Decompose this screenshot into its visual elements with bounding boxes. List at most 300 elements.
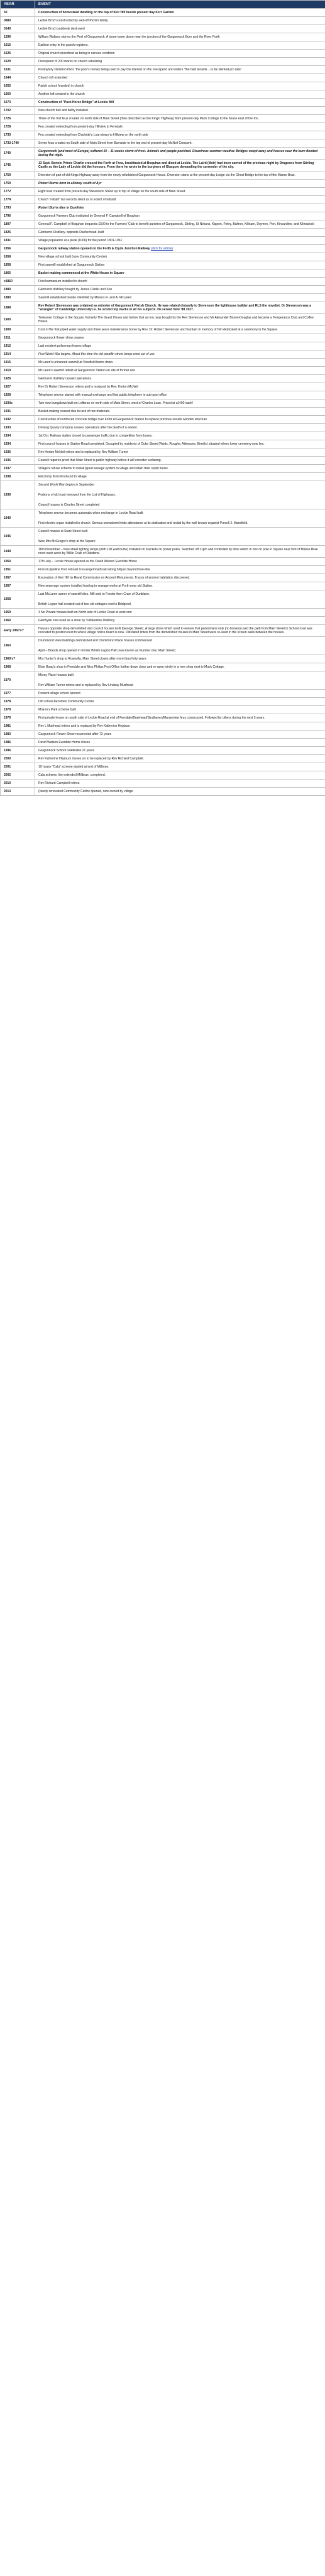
event-text: Earliest entry in the parish registers.	[38, 43, 89, 47]
table-row	[1, 747, 325, 755]
event-text: Seven feus created on South side of Main Street from Burnside to the top end of present-day McNeil Crescent.	[38, 141, 192, 145]
table-row	[1, 706, 325, 714]
event-text: Houses opposite shop demolished and council houses built (George Street). A large stone which used to ensure that pedestrians only (no horses) used the path from Main Street to School road was relocated to position next to where village notice board is now. Old dated lintels from the demolished houses in Main Street were re-used in the screen walls between the houses.	[38, 627, 312, 634]
year-cell: 1726	[1, 115, 35, 123]
year-cell: 1796	[1, 212, 35, 220]
event-cell	[35, 351, 325, 359]
event-cell	[35, 66, 325, 74]
year-column-header: YEAR	[1, 1, 35, 9]
event-text: Basket-making ceased due to lack of raw materials.	[38, 410, 111, 413]
table-row	[1, 253, 325, 261]
event-cell	[35, 160, 325, 171]
event-text: Two new bungalows built on Loftbrae on north side of Main Street, west of Charles Loan. Priced at c£400 each!	[38, 401, 193, 405]
event-cell	[35, 771, 325, 780]
event-cell	[35, 220, 325, 229]
event-text: Cala scheme, the extended Millbrae, completed.	[38, 773, 106, 777]
year-cell: 1928	[1, 391, 35, 399]
table-row	[1, 33, 325, 41]
event-cell	[35, 655, 325, 663]
year-cell: 1960's?	[1, 655, 35, 663]
year-cell: 1960	[1, 617, 35, 625]
event-text: Second World War begins in September	[38, 483, 95, 487]
event-paragraph: Portions of old road removed from the List of Highways.	[38, 493, 116, 497]
event-text: Gargunnock Flower Show resurrected after 72 years	[38, 732, 112, 736]
year-cell: 1933	[1, 424, 35, 432]
table-row	[1, 416, 325, 424]
event-text: Last resident policeman leaves village	[38, 344, 92, 348]
event-text: 13 Sept. Bonnie Prince Charlie crossed the Forth at Frew, breakfasted at Boquhan and dined at Leckie. The Laird (Moir) had been carried of the previous night by Dragoons from Stirling Castle so the Lady of Leckie did the honours. From there he wrote to the burghers of Glasgow demanding the surrender of the city.	[38, 161, 314, 169]
table-row	[1, 771, 325, 780]
year-cell: 1979	[1, 714, 35, 722]
event-text: Gargunnock Farmers Club instituted by General F. Campbell of Boquhan	[38, 214, 140, 218]
table-row	[1, 25, 325, 33]
year-cell: 1937	[1, 465, 35, 473]
event-cell	[35, 788, 325, 796]
year-cell: 1931	[1, 408, 35, 416]
event-text: Presbytery visitation finds "the poor's money being used to pay the interest on the overspend and orders "the haill tenants....to be stented pro rata"	[38, 68, 242, 72]
event-cell	[35, 212, 325, 220]
event-text: First council houses in Station Road completed. Occupied by residents of Duke Street (Reids, Roughs, Atkinsons, Birrells) situated where lower cemetery now lies.	[38, 442, 265, 446]
year-cell: 1759	[1, 171, 35, 180]
year-cell: 1733	[1, 131, 35, 139]
event-text: New village school built (now Community Centre)	[38, 255, 107, 259]
year-cell: 2002	[1, 771, 35, 780]
year-cell: 1702	[1, 107, 35, 115]
table-row	[1, 99, 325, 107]
event-cell	[35, 432, 325, 440]
event-text: Telephone service becomes automatic when exchange in Leckie Road built	[38, 511, 143, 515]
year-cell: 1858	[1, 253, 35, 261]
table-row	[1, 131, 325, 139]
event-cell	[35, 747, 325, 755]
event-paragraph: Wee Mrs McGregor's shop at the Square	[38, 540, 96, 543]
event-cell	[35, 440, 325, 448]
event-cell	[35, 473, 325, 481]
event-paragraph: Rev William Turner retires and is replaced by Rev Lindsay Muirhead	[38, 683, 133, 687]
event-cell	[35, 574, 325, 582]
event-cell	[35, 671, 325, 690]
table-row	[1, 334, 325, 342]
event-cell	[35, 722, 325, 731]
year-cell: 1940	[1, 509, 35, 528]
table-row	[1, 180, 325, 188]
year-cell: 1977	[1, 690, 35, 698]
year-cell: 1978	[1, 698, 35, 706]
event-text: Leckie Broch constructed by well-off Pictish family	[38, 19, 108, 23]
table-row	[1, 481, 325, 509]
table-row	[1, 66, 325, 74]
event-cell	[35, 253, 325, 261]
year-cell: 1934	[1, 440, 35, 448]
table-row	[1, 473, 325, 481]
event-text: Present village school opened	[38, 692, 80, 695]
event-text: Gargunnock railway station opened on the Forth & Clyde Junction Railway	[38, 247, 150, 251]
event-cell	[35, 408, 325, 416]
event-cell	[35, 739, 325, 747]
event-cell	[35, 180, 325, 188]
event-column-header: EVENT	[35, 1, 325, 9]
event-text: Construction of "Pack Horse Bridge" at Leckie Mill	[38, 101, 114, 104]
event-cell	[35, 714, 325, 722]
event-cell	[35, 558, 325, 566]
event-cell	[35, 17, 325, 25]
table-row	[1, 528, 325, 546]
table-row	[1, 148, 325, 160]
year-cell: 1981	[1, 722, 35, 731]
event-cell	[35, 509, 325, 528]
event-text: Gargunnock flower show ceases	[38, 336, 84, 340]
year-cell: 1652	[1, 82, 35, 90]
table-row	[1, 625, 325, 637]
year-cell: 1959	[1, 609, 35, 617]
year-cell: Early 1960's?	[1, 625, 35, 637]
event-text: McLaren's uninsured sawmill at Viewfield burns down.	[38, 361, 114, 364]
year-cell: 1949	[1, 546, 35, 558]
event-text: Cost of the first piped water supply and three years maintenance borne by Rev. Dr. Robert Stevenson and fountain in memory of him dedicated at a ceremony in the Square.	[38, 328, 278, 332]
event-text: Glenturret distillery bought by James Calder and Son	[38, 288, 113, 291]
event-cell	[35, 367, 325, 375]
year-cell: 1856	[1, 245, 35, 253]
event-text: Leckie Broch suddenly destroyed	[38, 27, 85, 31]
event-text: Church loft extended	[38, 76, 68, 80]
table-row	[1, 663, 325, 671]
event-paragraph	[38, 592, 322, 596]
event-text: 17th July – Leckie House opened as the David Watson Eventide Home	[38, 560, 137, 563]
event-cell	[35, 261, 325, 269]
table-row	[1, 351, 325, 359]
year-cell: 1807	[1, 220, 35, 229]
event-cell	[35, 528, 325, 546]
table-row	[1, 314, 325, 326]
table-row	[1, 763, 325, 771]
event-cell	[35, 196, 325, 204]
table-row	[1, 139, 325, 148]
table-row	[1, 582, 325, 590]
year-cell: 1626	[1, 50, 35, 58]
table-header-row	[1, 1, 325, 9]
year-cell: 1772	[1, 188, 35, 196]
year-cell: 1926	[1, 375, 35, 383]
event-cell	[35, 107, 325, 115]
table-row	[1, 342, 325, 351]
table-row	[1, 509, 325, 528]
event-text: Treleaven Cottage in the Square, formerly The Guest House and before that an Inn, was bought by the Rev Stevenson and Mr Alexander Brown-Douglas and became a Temperance Club and Coffee House	[38, 316, 314, 323]
event-text: Glenturret distillery ceased operations.	[38, 377, 92, 381]
event-cell	[35, 286, 325, 294]
year-cell: 1880	[1, 294, 35, 302]
year-cell: 1912	[1, 342, 35, 351]
event-cell	[35, 617, 325, 625]
event-text: Feu created extending from present-day Hillview to Ferndale	[38, 125, 123, 129]
event-text: New sewerage system installed leading to sewage works at Forth near old Station.	[38, 584, 153, 588]
table-row	[1, 123, 325, 131]
event-text: 19 house "Cala" scheme started at end of Millbrae.	[38, 765, 109, 769]
event-cell	[35, 90, 325, 99]
table-row	[1, 391, 325, 399]
event-text: Excavation of Keir Hill by Royal Commission on Ancient Monuments. Traces of ancient habitation discovered.	[38, 576, 190, 580]
table-row	[1, 204, 325, 212]
event-text: 16th November – New street lighting lamps (with 100 watt bulbs) installed on brackets on power poles. Switched off 11pm and controlled by time switch in box on pole in Square near foot of Manse Brae reset each week by Willie Craik of Oakdene.	[38, 548, 318, 555]
event-cell	[35, 148, 325, 160]
event-cell	[35, 25, 325, 33]
table-row	[1, 714, 325, 722]
table-row	[1, 566, 325, 574]
year-cell: 1909	[1, 326, 35, 334]
table-row	[1, 17, 325, 25]
year-cell: 1759	[1, 180, 35, 188]
event-cell	[35, 698, 325, 706]
event-cell	[35, 731, 325, 739]
year-cell: 1296	[1, 33, 35, 41]
event-text: David Watson Eventide Home closes	[38, 741, 91, 744]
event-cell	[35, 229, 325, 237]
event-text: Dinning Quarry company ceases operations after the death of a worker.	[38, 426, 138, 430]
year-cell: 50	[1, 9, 35, 17]
table-row	[1, 74, 325, 82]
table-row	[1, 739, 325, 747]
event-cell	[35, 171, 325, 180]
year-cell: 1793	[1, 204, 35, 212]
event-cell	[35, 609, 325, 617]
event-cell	[35, 314, 325, 326]
event-cell	[35, 131, 325, 139]
table-row	[1, 229, 325, 237]
table-row	[1, 359, 325, 367]
year-cell: 1936	[1, 457, 35, 465]
table-row	[1, 574, 325, 582]
event-text: Drummond View buildings demolished and Drummond Place houses commenced	[38, 639, 152, 643]
table-row	[1, 637, 325, 655]
event-cell	[35, 278, 325, 286]
table-row	[1, 399, 325, 408]
year-cell: 1733-1740	[1, 139, 35, 148]
event-cell	[35, 625, 325, 637]
table-row	[1, 375, 325, 383]
table-row	[1, 294, 325, 302]
year-cell: 1826	[1, 229, 35, 237]
table-row	[1, 278, 325, 286]
year-cell: 1745	[1, 160, 35, 171]
year-cell: 1865	[1, 269, 35, 278]
event-paragraph	[38, 483, 322, 487]
event-text: Council houses at Stark Street built	[38, 530, 88, 533]
event-cell	[35, 706, 325, 714]
event-text: Council requires proof that Main Street is public highway before it will consider surfacing.	[38, 459, 162, 462]
event-text: Construction of reinforced concrete bridge over Forth at Gargunnock Station to replace previous unsafe wooden structure	[38, 418, 207, 421]
event-text: First harmonium installed in church	[38, 280, 87, 283]
table-row	[1, 465, 325, 473]
year-cell: 1958	[1, 590, 35, 609]
event-text: Old school becomes Community Centre	[38, 700, 94, 704]
year-cell: 1900	[1, 314, 35, 326]
year-cell: 2001	[1, 763, 35, 771]
table-row	[1, 448, 325, 457]
event-text: Glenturret Distillery, opposite Dasherhead, built	[38, 231, 104, 234]
year-cell: 1957	[1, 582, 35, 590]
year-cell: 1970	[1, 671, 35, 690]
event-cell	[35, 50, 325, 58]
event-text: Rev Katherine Hepburn moves on to be replaced by Rev Richard Campbell.	[38, 757, 144, 761]
event-text: Robert Burns dies in Dumfries	[38, 206, 84, 210]
table-row	[1, 424, 325, 432]
year-cell: 1728	[1, 123, 35, 131]
year-cell: 1911	[1, 334, 35, 342]
year-cell: 1644	[1, 74, 35, 82]
event-cell	[35, 302, 325, 314]
table-row	[1, 326, 325, 334]
event-text: Elsie Boag's shop in Ferndale and Miss Philips Post Office further down close and re-open jointly in a new shop next to Muck Cottage.	[38, 665, 225, 669]
table-row	[1, 212, 325, 220]
table-row	[1, 237, 325, 245]
event-text: 1st Oct. Railway station closed to passenger traffic due to competition from buses.	[38, 434, 153, 438]
event-text: Overspend of 200 marks on church rebuilding	[38, 60, 102, 63]
event-cell	[35, 245, 325, 253]
event-text: Rev Horton McNeil retires and is replaced by Rev William Turner	[38, 450, 128, 454]
event-cell	[35, 690, 325, 698]
event-cell	[35, 465, 325, 473]
event-text: General F. Campbell of Boquhan bequests £500 to the Farmers' Club to benefit parishes of Gargunnock, Stirling, St Ninians, Kippen, Fintry, Balfron, Killearn, Drymen, Port, Kincardine, and Kilmadock	[38, 222, 314, 226]
table-row	[1, 383, 325, 391]
event-cell	[35, 546, 325, 558]
event-cell	[35, 566, 325, 574]
table-row	[1, 82, 325, 90]
year-cell: 1673	[1, 99, 35, 107]
event-text: Sawmill established beside Viewfield by Messrs R. and A. McLaren	[38, 296, 132, 300]
year-cell: 1946	[1, 528, 35, 546]
table-row	[1, 617, 325, 625]
event-cell	[35, 269, 325, 278]
event-paragraph	[38, 530, 322, 533]
year-cell: 2000	[1, 755, 35, 763]
year-cell: 1934	[1, 432, 35, 440]
event-cell	[35, 9, 325, 17]
event-text: Moiren's Park scheme built	[38, 708, 76, 712]
year-cell: 1858	[1, 261, 35, 269]
event-text: Village population at a peak (1006) for the period 1801-1961	[38, 239, 123, 242]
table-row	[1, 655, 325, 663]
event-cell	[35, 123, 325, 131]
event-cell	[35, 391, 325, 399]
year-cell: 1983	[1, 731, 35, 739]
event-text: First sawmill established at Gargunnock Station	[38, 263, 105, 267]
year-cell: 1951	[1, 566, 35, 574]
table-row	[1, 107, 325, 115]
event-cell	[35, 383, 325, 391]
table-row	[1, 286, 325, 294]
timeline-table	[0, 0, 325, 796]
year-cell: 2013	[1, 788, 35, 796]
event-cell	[35, 582, 325, 590]
year-cell: 1939	[1, 481, 35, 509]
event-text: Feu created extending from Charlotte's Loan down to Hillview on the north side	[38, 133, 148, 137]
table-row	[1, 220, 325, 229]
year-cell: 1957	[1, 574, 35, 582]
event-text: McLaren's sawmill rebuilt at Gargunnock Station on site of former one	[38, 369, 136, 372]
table-row	[1, 408, 325, 416]
event-text: First private house on south side of Leckie Road at end of Ferndale/Braehead/Strathaven/Manseview feus constructed. Followed by others during the next 5 years.	[38, 716, 265, 720]
table-row	[1, 440, 325, 448]
event-text: Last McLaren owner of sawmill dies. Mill sold to Forster then Cram of Dunblane.	[38, 592, 150, 596]
year-cell: 1831	[1, 237, 35, 245]
event-cell	[35, 424, 325, 432]
table-row	[1, 457, 325, 465]
table-row	[1, 9, 325, 17]
year-cell: c1860	[1, 278, 35, 286]
year-cell: 1963	[1, 637, 35, 655]
event-cell	[35, 115, 325, 123]
event-cell	[35, 637, 325, 655]
event-text: Villagers refuse scheme to install piped sewage system in village and retain their septic tanks.	[38, 467, 169, 470]
event-cell	[35, 294, 325, 302]
table-row	[1, 755, 325, 763]
event-cell	[35, 334, 325, 342]
table-row	[1, 58, 325, 66]
year-cell: 1631	[1, 66, 35, 74]
event-text: Electricity first introduced to village.	[38, 475, 88, 479]
year-cell: 1660	[1, 90, 35, 99]
year-cell: 1774	[1, 196, 35, 204]
event-text: Construction of homestead dwelling on the top of Keir Hill beside present day Kerr Garden	[38, 11, 174, 14]
event-text: Diversion of part of old Kings Highway away from the newly refurbished Gargunnock House. Diversion starts at the present-day Lodge via the Ghost Bridge to the top of the Manse Brae.	[38, 173, 296, 177]
article-link[interactable]: (click for article)	[150, 247, 173, 251]
year-cell: 1935	[1, 448, 35, 457]
table-row	[1, 432, 325, 440]
event-cell	[35, 139, 325, 148]
table-row	[1, 698, 325, 706]
table-row	[1, 609, 325, 617]
event-paragraph: First electric organ installed in church. Serious snowstorm limits attendance at its dedication and recital by the well known organist Purcell J. Mansfield.	[38, 521, 248, 525]
event-text: Gargunnock School celebrates 21 years	[38, 749, 94, 753]
event-text: Eight feus created from present-day Stevenson Street up to top of village on the south side of Main Street.	[38, 190, 186, 193]
year-cell: 0140	[1, 25, 35, 33]
table-row	[1, 160, 325, 171]
table-row	[1, 731, 325, 739]
event-text: Three of the first feus created on north side of Main Street (then described as the Kings' Highway) from present-day Muck Cottage to the house east of the Inn.	[38, 117, 259, 121]
table-row	[1, 590, 325, 609]
event-cell	[35, 457, 325, 465]
table-row	[1, 196, 325, 204]
event-cell	[35, 82, 325, 90]
year-cell: 1932	[1, 416, 35, 424]
event-text: Moray Place houses built	[38, 673, 74, 677]
table-row	[1, 188, 325, 196]
table-row	[1, 367, 325, 375]
event-cell	[35, 399, 325, 408]
event-text: 3 No Private houses built on North side of Leckie Road at west end	[38, 611, 132, 614]
table-row	[1, 302, 325, 314]
event-text: Basket-making commenced at the White House in Square	[38, 271, 124, 275]
event-cell	[35, 448, 325, 457]
event-cell	[35, 755, 325, 763]
event-cell	[35, 204, 325, 212]
table-row	[1, 41, 325, 50]
year-cell: 1914	[1, 351, 35, 359]
event-cell	[35, 416, 325, 424]
event-text: Rev Robert Stevenson was ordained as minister of Gargunnock Parish Church. He was related distantly to Stevenson the lighthouse builder and RLS the novelist. Dr Stevenson was a "wrangler" of Cambridge University i.e. he scored top marks in all his subjects. He served here '88 1927.	[38, 304, 311, 312]
year-cell: 1888	[1, 302, 35, 314]
event-text: William Wallace storms the Peel of Gargunnock. A stone tower down near the junction of the Gargunnock Burn and the River Forth	[38, 35, 220, 39]
year-cell: 1930s	[1, 399, 35, 408]
year-cell: 1880	[1, 286, 35, 294]
event-text: Parish school founded, in church	[38, 84, 84, 88]
event-cell	[35, 237, 325, 245]
table-row	[1, 546, 325, 558]
event-paragraph: April – Brands shop opened in former British Legion Hall (now known as Number one, Main Street)	[38, 649, 176, 653]
event-cell	[35, 375, 325, 383]
year-cell: 1979	[1, 706, 35, 714]
timeline-body	[1, 9, 325, 796]
event-cell	[35, 481, 325, 509]
